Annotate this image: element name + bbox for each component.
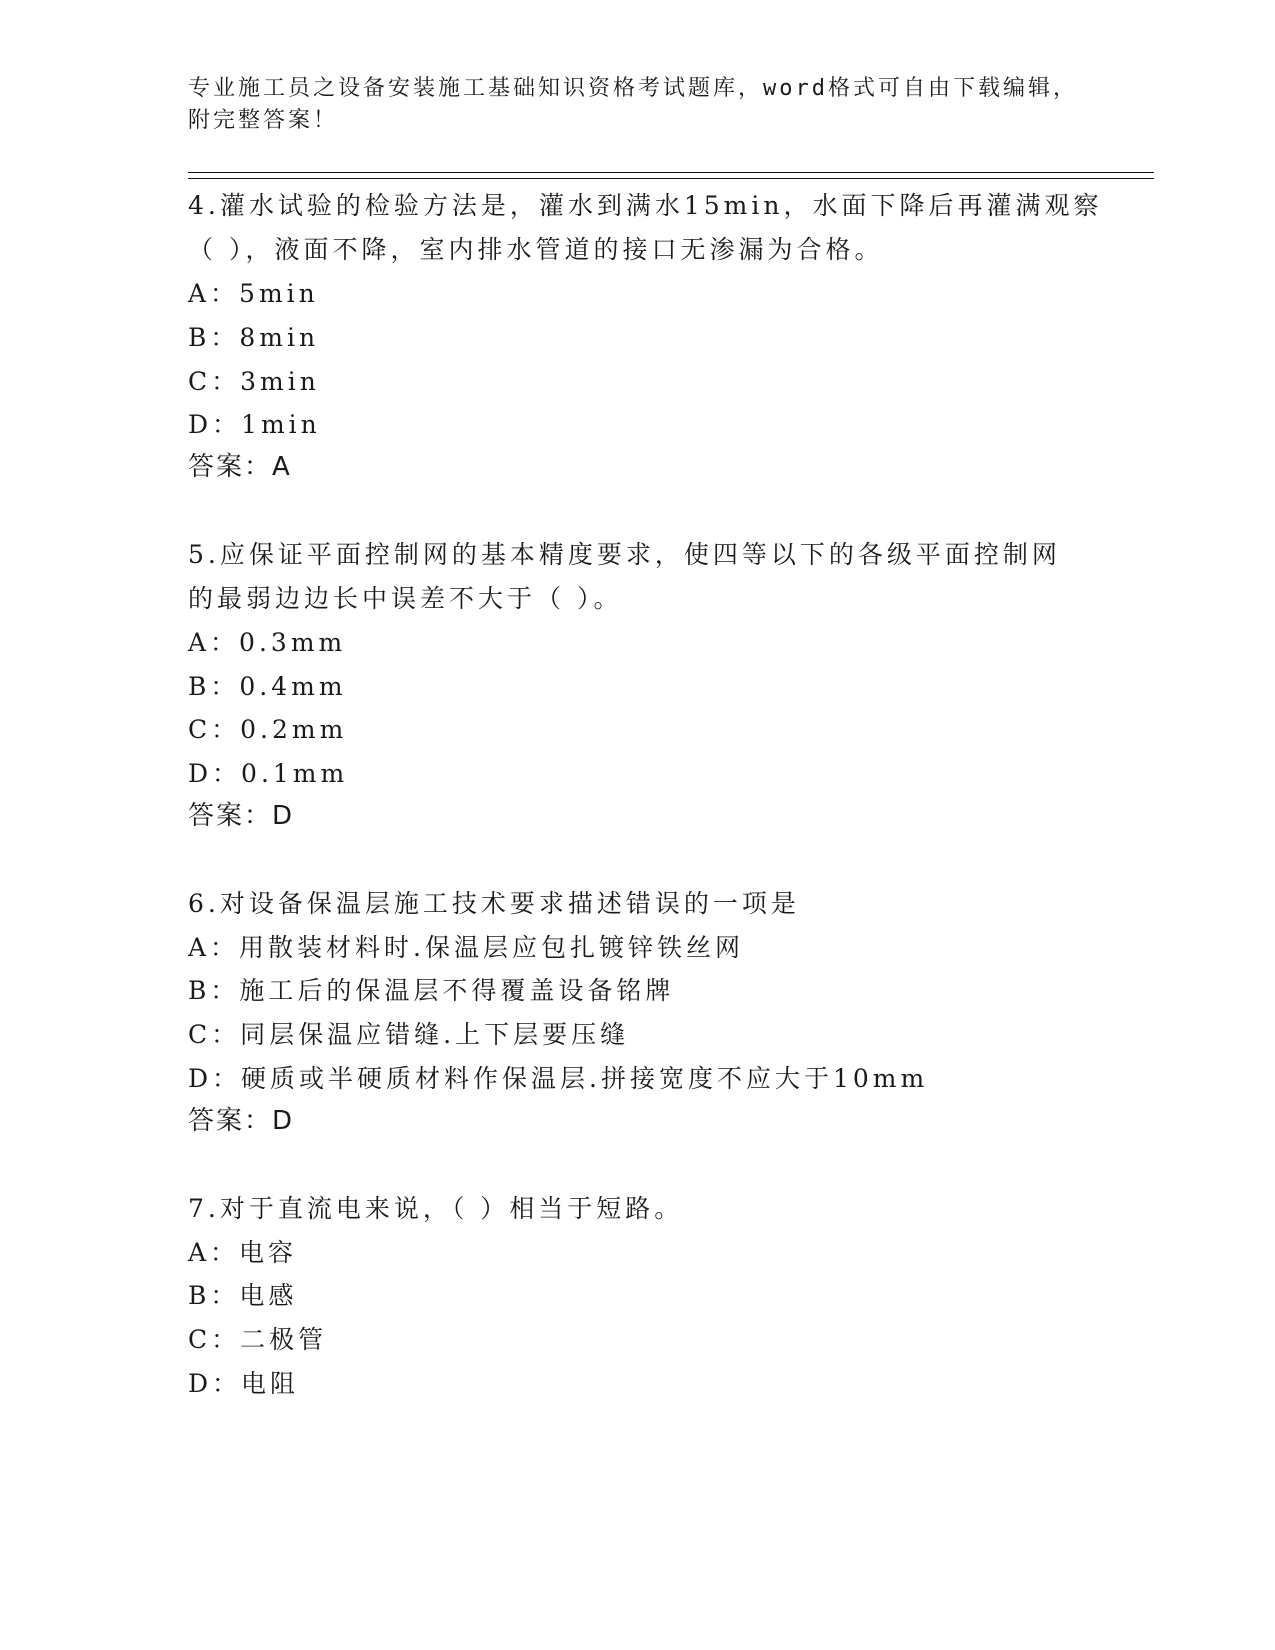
question-5-answer: 答案：D xyxy=(188,801,295,831)
question-5-option-a: A：0.3mm xyxy=(188,628,347,657)
header-divider-top xyxy=(188,172,1154,173)
question-4-stem-line-2: （ ），液面不降，室内排水管道的接口无渗漏为合格。 xyxy=(188,235,884,264)
question-6-answer: 答案：D xyxy=(188,1106,295,1136)
question-5-option-c: C：0.2mm xyxy=(188,715,348,744)
question-7-option-a: A：电容 xyxy=(188,1238,298,1267)
question-5-stem-line-1: 5.应保证平面控制网的基本精度要求，使四等以下的各级平面控制网 xyxy=(188,540,1061,569)
question-7-option-d: D：电阻 xyxy=(188,1369,300,1398)
question-4-option-d: D：1min xyxy=(188,410,321,439)
question-6-option-b: B：施工后的保温层不得覆盖设备铭牌 xyxy=(188,976,675,1005)
question-4-stem-line-1: 4.灌水试验的检验方法是，灌水到满水15min，水面下降后再灌满观察 xyxy=(188,191,1103,220)
header-divider-bottom xyxy=(188,178,1154,179)
question-6-option-a: A：用散装材料时.保温层应包扎镀锌铁丝网 xyxy=(188,933,745,962)
question-7-option-b: B：电感 xyxy=(188,1281,298,1310)
question-4-option-b: B：8min xyxy=(188,323,320,352)
question-4-option-a: A：5min xyxy=(188,279,319,308)
question-5-stem-line-2: 的最弱边边长中误差不大于（ ）。 xyxy=(188,584,623,613)
question-6-stem-line-1: 6.对设备保温层施工技术要求描述错误的一项是 xyxy=(188,889,800,918)
question-4-option-c: C：3min xyxy=(188,367,320,396)
question-5-option-b: B：0.4mm xyxy=(188,672,347,701)
question-6-option-d: D：硬质或半硬质材料作保温层.拼接宽度不应大于10mm xyxy=(188,1064,929,1093)
question-7-option-c: C：二极管 xyxy=(188,1325,328,1354)
document-header-line-1: 专业施工员之设备安装施工基础知识资格考试题库，word格式可自由下载编辑， xyxy=(188,76,1078,101)
question-7-stem-line-1: 7.对于直流电来说，（ ）相当于短路。 xyxy=(188,1194,684,1223)
document-header-line-2: 附完整答案！ xyxy=(188,108,339,133)
question-6-option-c: C：同层保温应错缝.上下层要压缝 xyxy=(188,1020,630,1049)
question-5-option-d: D：0.1mm xyxy=(188,759,349,788)
question-4-answer: 答案：A xyxy=(188,452,292,482)
